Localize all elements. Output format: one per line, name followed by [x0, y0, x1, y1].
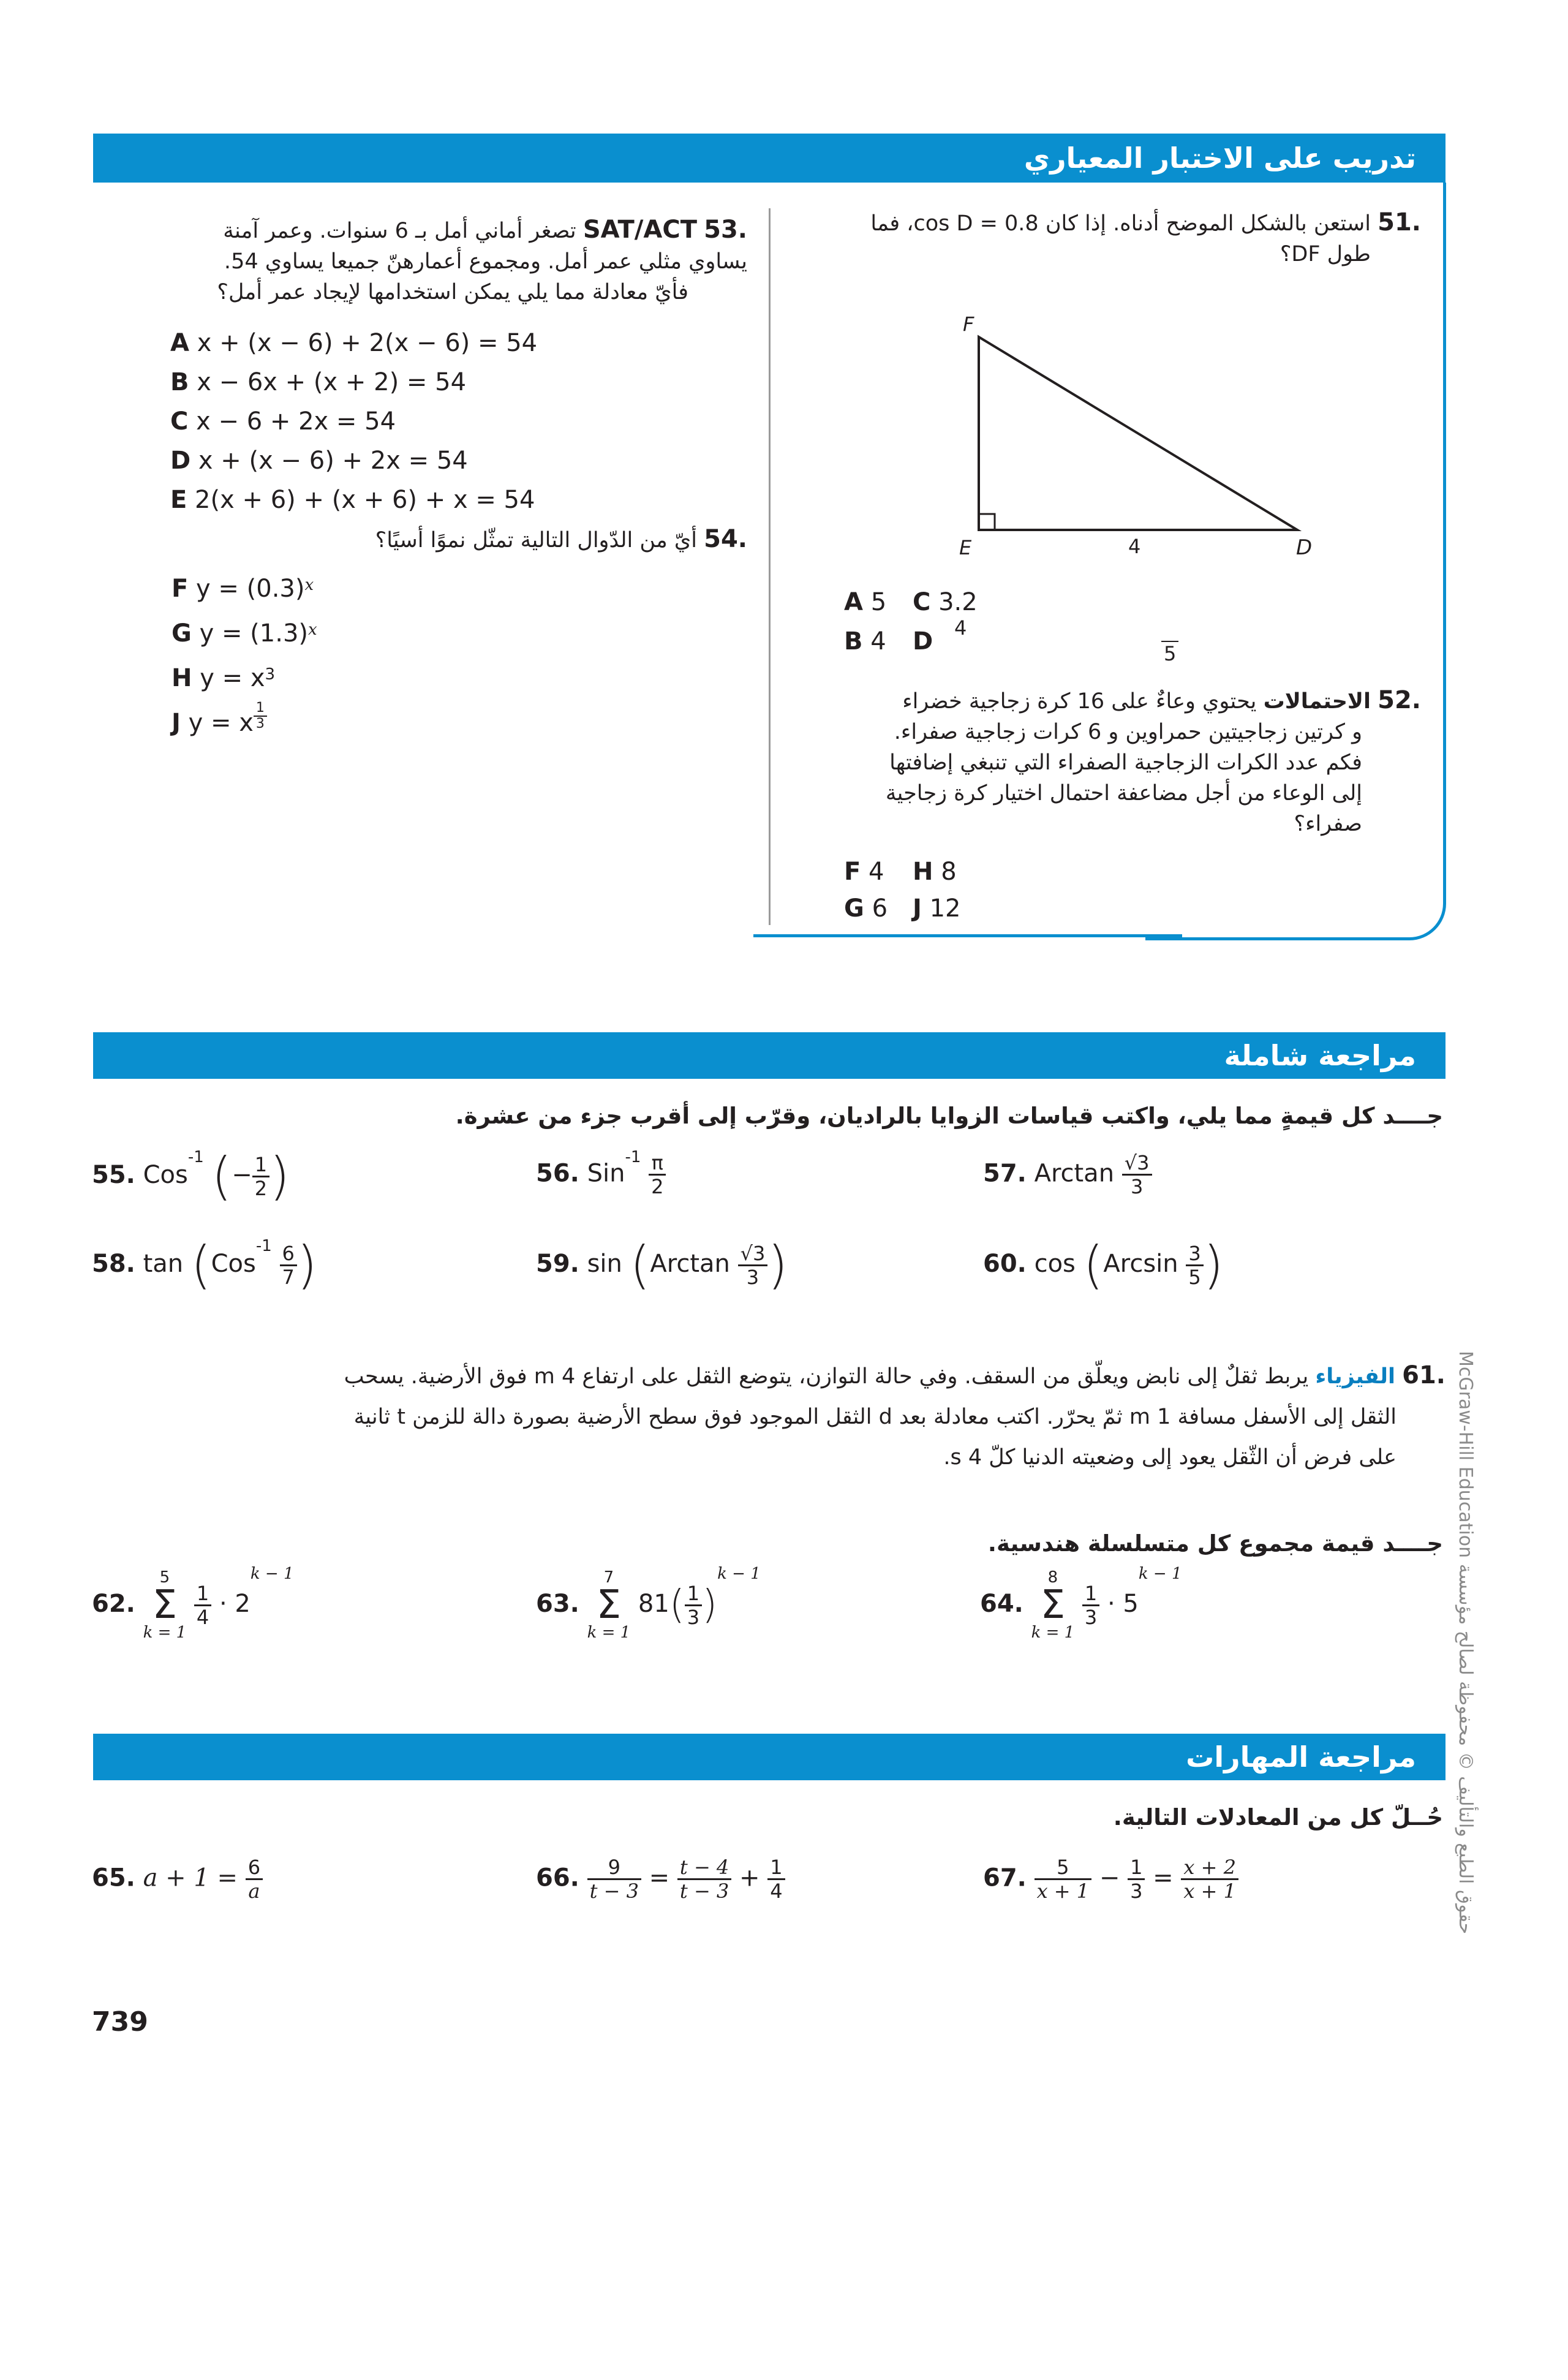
problem-63 — [536, 1565, 761, 1642]
section-title: مراجعة المهارات — [1186, 1734, 1416, 1780]
denominator: x + 1 — [1183, 1879, 1236, 1903]
option-j-label[interactable]: J — [913, 894, 922, 923]
option-g-value: 6 — [872, 894, 888, 923]
q51-options — [844, 588, 1177, 668]
problem-number: 60. — [983, 1250, 1027, 1278]
option-row[interactable] — [172, 611, 317, 656]
fraction — [1181, 1856, 1238, 1902]
denominator: 4 — [770, 1879, 783, 1903]
skills-instructions: حُــلّ كل من المعادلات التالية. — [1113, 1804, 1443, 1830]
section-header-test-practice — [93, 134, 1446, 183]
lower-limit: k = 1 — [1031, 1623, 1075, 1642]
denominator: 3 — [1130, 1879, 1143, 1903]
fraction — [738, 1242, 768, 1288]
option-value: x − 6 + 2x = 54 — [196, 407, 396, 436]
option-a-value: 5 — [870, 588, 887, 616]
fraction — [1122, 1152, 1152, 1198]
paren-open: ( — [1083, 1235, 1104, 1295]
vertex-label-e: E — [959, 536, 972, 559]
question-53 — [135, 214, 747, 308]
numerator: π — [649, 1152, 666, 1176]
q52-options — [844, 858, 1089, 937]
denominator: x + 1 — [1036, 1879, 1090, 1903]
function-name: Arctan — [1034, 1159, 1115, 1188]
inner-function: Arcsin — [1103, 1250, 1178, 1278]
paren-open: ( — [630, 1235, 650, 1295]
numerator: 1 — [194, 1582, 211, 1606]
section-title: تدريب على الاختبار المعياري — [1024, 134, 1416, 183]
option-value: y = x — [200, 664, 265, 692]
fraction — [767, 1856, 785, 1902]
sign: − — [232, 1161, 252, 1189]
function-name: cos — [1034, 1250, 1076, 1278]
equals-sign: = — [649, 1864, 670, 1892]
question-text: استعن بالشكل الموضح أدناه. إذا كان cos D = 0.8، فما — [870, 211, 1371, 236]
option-row[interactable] — [170, 323, 537, 363]
denominator: 5 — [1188, 1265, 1201, 1289]
q53-options — [170, 323, 537, 519]
denominator: 7 — [282, 1265, 295, 1289]
question-line: فكم عدد الكرات الزجاجية الصفراء التي تنبغي إضافتها — [889, 750, 1362, 775]
section-title: مراجعة شاملة — [1224, 1032, 1416, 1079]
denominator: 2 — [254, 1176, 268, 1200]
numerator: √3 — [738, 1242, 768, 1266]
review-instructions: جــــد كل قيمةٍ مما يلي، واكتب قياسات الزوايا بالراديان، وقرّب إلى أقرب جزء من عشرة. — [455, 1103, 1443, 1129]
inverse-superscript: -1 — [625, 1148, 641, 1166]
option-d-label[interactable]: D — [913, 627, 933, 655]
question-number: .51 — [1378, 208, 1421, 236]
equals-sign: = — [1153, 1864, 1174, 1892]
question-label: الاحتمالات — [1263, 689, 1371, 714]
option-row[interactable] — [172, 567, 317, 611]
question-line: فأيّ معادلة مما يلي يمكن استخدامها لإيجاد عمر أمل؟ — [217, 280, 688, 304]
vertex-label-d: D — [1296, 535, 1313, 560]
question-line: و كرتين زجاجيتين حمراوين و 6 كرات زجاجية صفراء. — [894, 720, 1362, 744]
exponent-denominator: 3 — [255, 716, 265, 731]
minus-sign: − — [1099, 1864, 1120, 1892]
function-name: Sin — [587, 1159, 625, 1188]
upper-limit: 5 — [159, 1568, 170, 1587]
paren-open: ( — [669, 1582, 685, 1628]
triangle-def — [979, 337, 1297, 530]
denominator: t − 3 — [679, 1879, 729, 1903]
fraction — [587, 1856, 641, 1902]
option-value: x + (x − 6) + 2(x − 6) = 54 — [197, 329, 538, 357]
right-angle-mark — [979, 514, 995, 530]
denominator: 3 — [1084, 1605, 1098, 1629]
side-length-ed: 4 — [1128, 535, 1141, 558]
numerator: 5 — [1035, 1856, 1092, 1880]
problem-number: 64. — [980, 1590, 1023, 1618]
option-exponent: x — [308, 621, 317, 639]
option-c-label[interactable]: C — [913, 588, 931, 616]
fraction — [1186, 1242, 1203, 1288]
option-a-label[interactable]: A — [844, 588, 863, 616]
numerator: √3 — [1122, 1152, 1152, 1176]
fraction — [252, 1154, 270, 1199]
problem-59 — [536, 1235, 788, 1295]
numerator: 1 — [1128, 1856, 1145, 1880]
fraction — [1035, 1856, 1092, 1902]
numerator: 1 — [767, 1856, 785, 1880]
numerator: t − 4 — [677, 1856, 731, 1880]
problem-number: 67. — [983, 1864, 1027, 1892]
series-instructions: جــــد قيمة مجموع كل متسلسلة هندسية. — [987, 1530, 1443, 1557]
problem-66 — [536, 1856, 785, 1902]
option-row[interactable] — [170, 480, 537, 519]
problem-56 — [536, 1148, 666, 1198]
option-value: x + (x − 6) + 2x = 54 — [198, 447, 468, 475]
triangle-figure — [943, 312, 1323, 570]
problem-60 — [983, 1235, 1224, 1295]
numerator: 1 — [252, 1154, 270, 1177]
question-line: الثقل إلى الأسفل مسافة 1 m ثمّ يحرّر. اكتب معادلة بعد d الثقل الموجود فوق سطح الأرضية بصورة دالة للزمن t ثانية — [353, 1405, 1396, 1429]
summation-sign: 5 Σ k = 1 — [143, 1568, 187, 1642]
denominator: 3 — [746, 1265, 760, 1289]
side-copyright — [1447, 1351, 1483, 2380]
option-label: B — [170, 368, 189, 396]
question-label: SAT/ACT — [582, 216, 697, 244]
numerator: 6 — [280, 1242, 297, 1266]
question-text-2: طول DF؟ — [1280, 242, 1371, 266]
option-f-label[interactable]: F — [844, 858, 861, 886]
option-row[interactable] — [172, 701, 317, 746]
paren-close: ) — [1203, 1235, 1224, 1295]
equation-lhs: a + 1 = — [143, 1864, 238, 1892]
option-label: D — [170, 447, 191, 475]
exponent: k − 1 — [717, 1565, 761, 1583]
denominator: 2 — [651, 1175, 664, 1198]
question-number: .53 — [704, 216, 747, 244]
fraction — [1128, 1856, 1145, 1902]
numerator: 3 — [1186, 1242, 1203, 1266]
fraction — [649, 1152, 666, 1198]
option-f-value: 4 — [869, 858, 884, 886]
term-tail: · 5 — [1107, 1590, 1139, 1618]
section-header-review — [93, 1032, 1446, 1079]
option-row[interactable] — [170, 363, 537, 402]
option-d-denominator: 5 — [1161, 641, 1178, 665]
summation-sign: 8 Σ k = 1 — [1031, 1568, 1075, 1642]
option-label: F — [172, 575, 189, 603]
exponent: k − 1 — [1138, 1565, 1182, 1583]
coefficient: 81 — [638, 1590, 669, 1618]
problem-58 — [92, 1235, 317, 1295]
function-name: tan — [143, 1250, 184, 1278]
option-value: 2(x + 6) + (x + 6) + x = 54 — [195, 486, 535, 514]
option-h-value: 8 — [941, 858, 957, 886]
option-value: x − 6x + (x + 2) = 54 — [197, 368, 467, 396]
option-label: C — [170, 407, 189, 436]
term-tail: · 2 — [219, 1590, 251, 1618]
option-c-value: 3.2 — [938, 588, 978, 616]
problem-55 — [92, 1146, 290, 1206]
inner-function: Cos — [211, 1250, 256, 1278]
question-line: على فرض أن الثّقل يعود إلى وضعيته الدنيا كلّ 4 s. — [943, 1445, 1396, 1470]
numerator: x + 2 — [1181, 1856, 1238, 1880]
paren-open: ( — [211, 1146, 232, 1206]
question-label: الفيزياء — [1315, 1364, 1395, 1389]
paren-close: ) — [296, 1235, 317, 1295]
side-copyright-text: حقوق الطبع والتأليف © محفوظة لصالح مؤسسة McGraw-Hill Education — [1455, 1351, 1476, 1935]
denominator: 3 — [1130, 1175, 1144, 1198]
question-line: إلى الوعاء من أجل مضاعفة احتمال اختيار كرة زجاجية — [885, 781, 1362, 806]
option-label: H — [172, 664, 192, 692]
denominator: 4 — [196, 1605, 209, 1629]
question-line: يساوي مثلي عمر أمل. ومجموع أعمارهنّ جميعا يساوي 54. — [224, 249, 747, 274]
fraction — [194, 1582, 211, 1628]
inverse-superscript: -1 — [255, 1237, 272, 1255]
problem-number: 58. — [92, 1250, 135, 1278]
paren-close: ) — [270, 1146, 290, 1206]
page-number: 739 — [92, 2006, 148, 2038]
question-number: .52 — [1378, 686, 1421, 714]
upper-limit: 7 — [603, 1568, 614, 1587]
section-header-skills — [93, 1734, 1446, 1780]
exponent: k − 1 — [250, 1565, 294, 1583]
question-line: يحتوي وعاءٌ على 16 كرة زجاجية خضراء — [902, 689, 1257, 714]
numerator: 9 — [587, 1856, 641, 1880]
option-row[interactable] — [170, 441, 537, 480]
upper-limit: 8 — [1047, 1568, 1058, 1587]
problem-64 — [980, 1565, 1182, 1642]
question-52 — [796, 685, 1421, 839]
fraction — [280, 1242, 297, 1288]
inner-function: Arctan — [650, 1250, 730, 1278]
problem-number: 59. — [536, 1250, 579, 1278]
problem-62 — [92, 1565, 294, 1642]
question-line: صفراء؟ — [1294, 812, 1362, 836]
option-label: A — [170, 329, 189, 357]
option-label: E — [170, 486, 187, 514]
question-51 — [796, 207, 1421, 270]
function-name: Cos — [143, 1161, 188, 1189]
q54-options — [172, 567, 317, 746]
option-d-numerator: 4 — [954, 616, 967, 640]
option-exponent: 3 — [265, 665, 276, 684]
inverse-superscript: -1 — [187, 1148, 204, 1166]
fraction — [677, 1856, 731, 1902]
option-g-label[interactable]: G — [844, 894, 864, 923]
problem-number: 56. — [536, 1159, 579, 1188]
problem-65 — [92, 1856, 263, 1902]
option-value: y = (1.3) — [199, 619, 309, 648]
option-label: G — [172, 619, 192, 648]
paren-open: ( — [190, 1235, 211, 1295]
fraction — [1082, 1582, 1099, 1628]
lower-limit: k = 1 — [587, 1623, 631, 1642]
question-line: يربط ثقلٌ إلى نابض ويعلّق من السقف. وفي حالة التوازن، يتوضع الثقل على ارتفاع 4 m فوق الأرضية. يسحب — [344, 1364, 1309, 1389]
option-value: y = (0.3) — [196, 575, 305, 603]
paren-close: ) — [702, 1582, 718, 1628]
fraction — [685, 1582, 702, 1628]
question-54 — [135, 524, 747, 556]
option-row[interactable] — [170, 402, 537, 441]
question-61 — [245, 1355, 1446, 1478]
option-h-label[interactable]: H — [913, 858, 933, 886]
plus-sign: + — [739, 1864, 760, 1892]
function-name: sin — [587, 1250, 622, 1278]
problem-number: 63. — [536, 1590, 579, 1618]
option-row[interactable] — [172, 656, 317, 701]
lower-limit: k = 1 — [143, 1623, 187, 1642]
option-j-value: 12 — [929, 894, 961, 923]
problem-57 — [983, 1152, 1152, 1198]
option-exponent: x — [304, 576, 314, 594]
problem-number: 66. — [536, 1864, 579, 1892]
exponent-numerator: 1 — [254, 701, 267, 717]
numerator: 6 — [246, 1856, 263, 1880]
paren-close: ) — [767, 1235, 788, 1295]
option-exponent-fraction — [254, 701, 267, 731]
denominator: 3 — [687, 1605, 700, 1629]
problem-number: 55. — [92, 1161, 135, 1189]
problem-number: 62. — [92, 1590, 135, 1618]
denominator: a — [248, 1879, 260, 1903]
numerator: 1 — [685, 1582, 702, 1606]
numerator: 1 — [1082, 1582, 1099, 1606]
option-label: J — [172, 709, 181, 737]
vertex-label-f: F — [963, 312, 974, 336]
question-text: أيّ من الدّوال التالية تمثّل نموًا أسيًا؟ — [375, 528, 697, 553]
question-number: .54 — [704, 525, 747, 553]
option-value: y = x — [188, 709, 254, 737]
denominator: t − 3 — [589, 1879, 639, 1903]
problem-number: 65. — [92, 1864, 135, 1892]
question-line: تصغر أماني أمل بـ 6 سنوات. وعمر آمنة — [223, 219, 576, 243]
option-b-value: 4 — [870, 627, 886, 655]
fraction — [246, 1856, 263, 1902]
question-number: .61 — [1402, 1361, 1446, 1389]
column-divider — [769, 208, 771, 925]
problem-67 — [983, 1856, 1238, 1902]
summation-sign: 7 Σ k = 1 — [587, 1568, 631, 1642]
option-b-label[interactable]: B — [844, 627, 863, 655]
problem-number: 57. — [983, 1159, 1027, 1188]
